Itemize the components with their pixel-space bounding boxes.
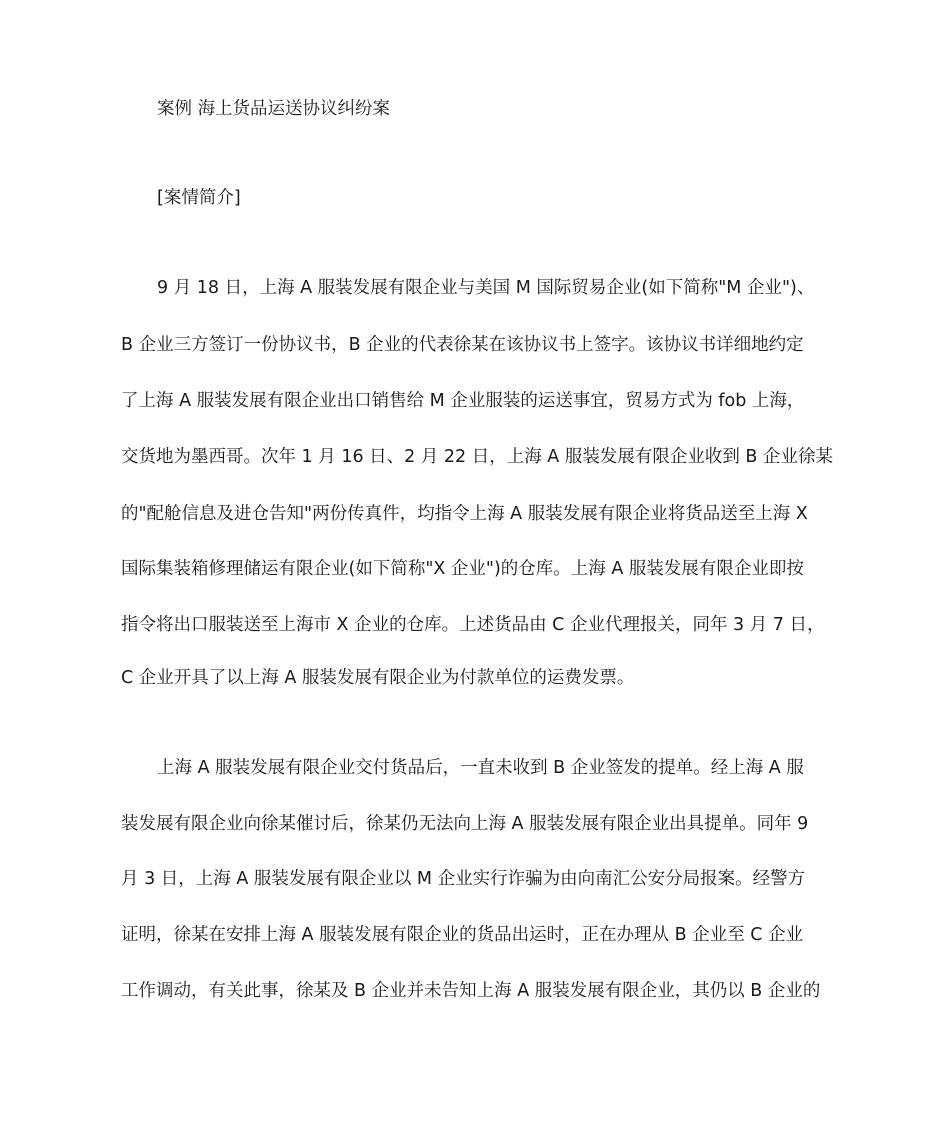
paragraph-line: 9 月 18 日，上海 A 服装发展有限企业与美国 M 国际贸易企业(如下简称"M 企业")、 (157, 278, 815, 298)
paragraph-line: 月 3 日，上海 A 服装发展有限企业以 M 企业实行诈骗为由向南汇公安分局报案。经警方 (121, 869, 806, 889)
paragraph-line: 的"配舱信息及进仓告知"两份传真件，均指令上海 A 服装发展有限企业将货品送至上海 X (121, 504, 808, 524)
paragraph-line: 国际集装箱修理储运有限企业(如下简称"X 企业")的仓库。上海 A 服装发展有限企业即按 (121, 559, 804, 579)
paragraph-line: B 企业三方签订一份协议书，B 企业的代表徐某在该协议书上签字。该协议书详细地约定 (121, 335, 804, 355)
paragraph-line: 装发展有限企业向徐某催讨后，徐某仍无法向上海 A 服装发展有限企业出具提单。同年 9 (121, 814, 809, 834)
paragraph-line: C 企业开具了以上海 A 服装发展有限企业为付款单位的运费发票。 (121, 668, 635, 688)
paragraph-line: 指令将出口服装送至上海市 X 企业的仓库。上述货品由 C 企业代理报关，同年 3 月 7 日， (121, 615, 825, 635)
document-title: 案例 海上货品运送协议纠纷案 (157, 99, 391, 119)
paragraph-line: 交货地为墨西哥。次年 1 月 16 日、2 月 22 日，上海 A 服装发展有限企业收到 B 企业徐某 (121, 447, 833, 467)
paragraph-line: 证明，徐某在安排上海 A 服装发展有限企业的货品出运时，正在办理从 B 企业至 C 企业 (121, 925, 804, 945)
section-heading: [案情简介] (157, 188, 241, 208)
paragraph-line: 工作调动，有关此事，徐某及 B 企业并未告知上海 A 服装发展有限企业，其仍以 B 企业的 (121, 981, 821, 1001)
paragraph-line: 了上海 A 服装发展有限企业出口销售给 M 企业服装的运送事宜，贸易方式为 fob 上海， (121, 391, 805, 411)
paragraph-line: 上海 A 服装发展有限企业交付货品后，一直未收到 B 企业签发的提单。经上海 A 服 (157, 758, 804, 778)
